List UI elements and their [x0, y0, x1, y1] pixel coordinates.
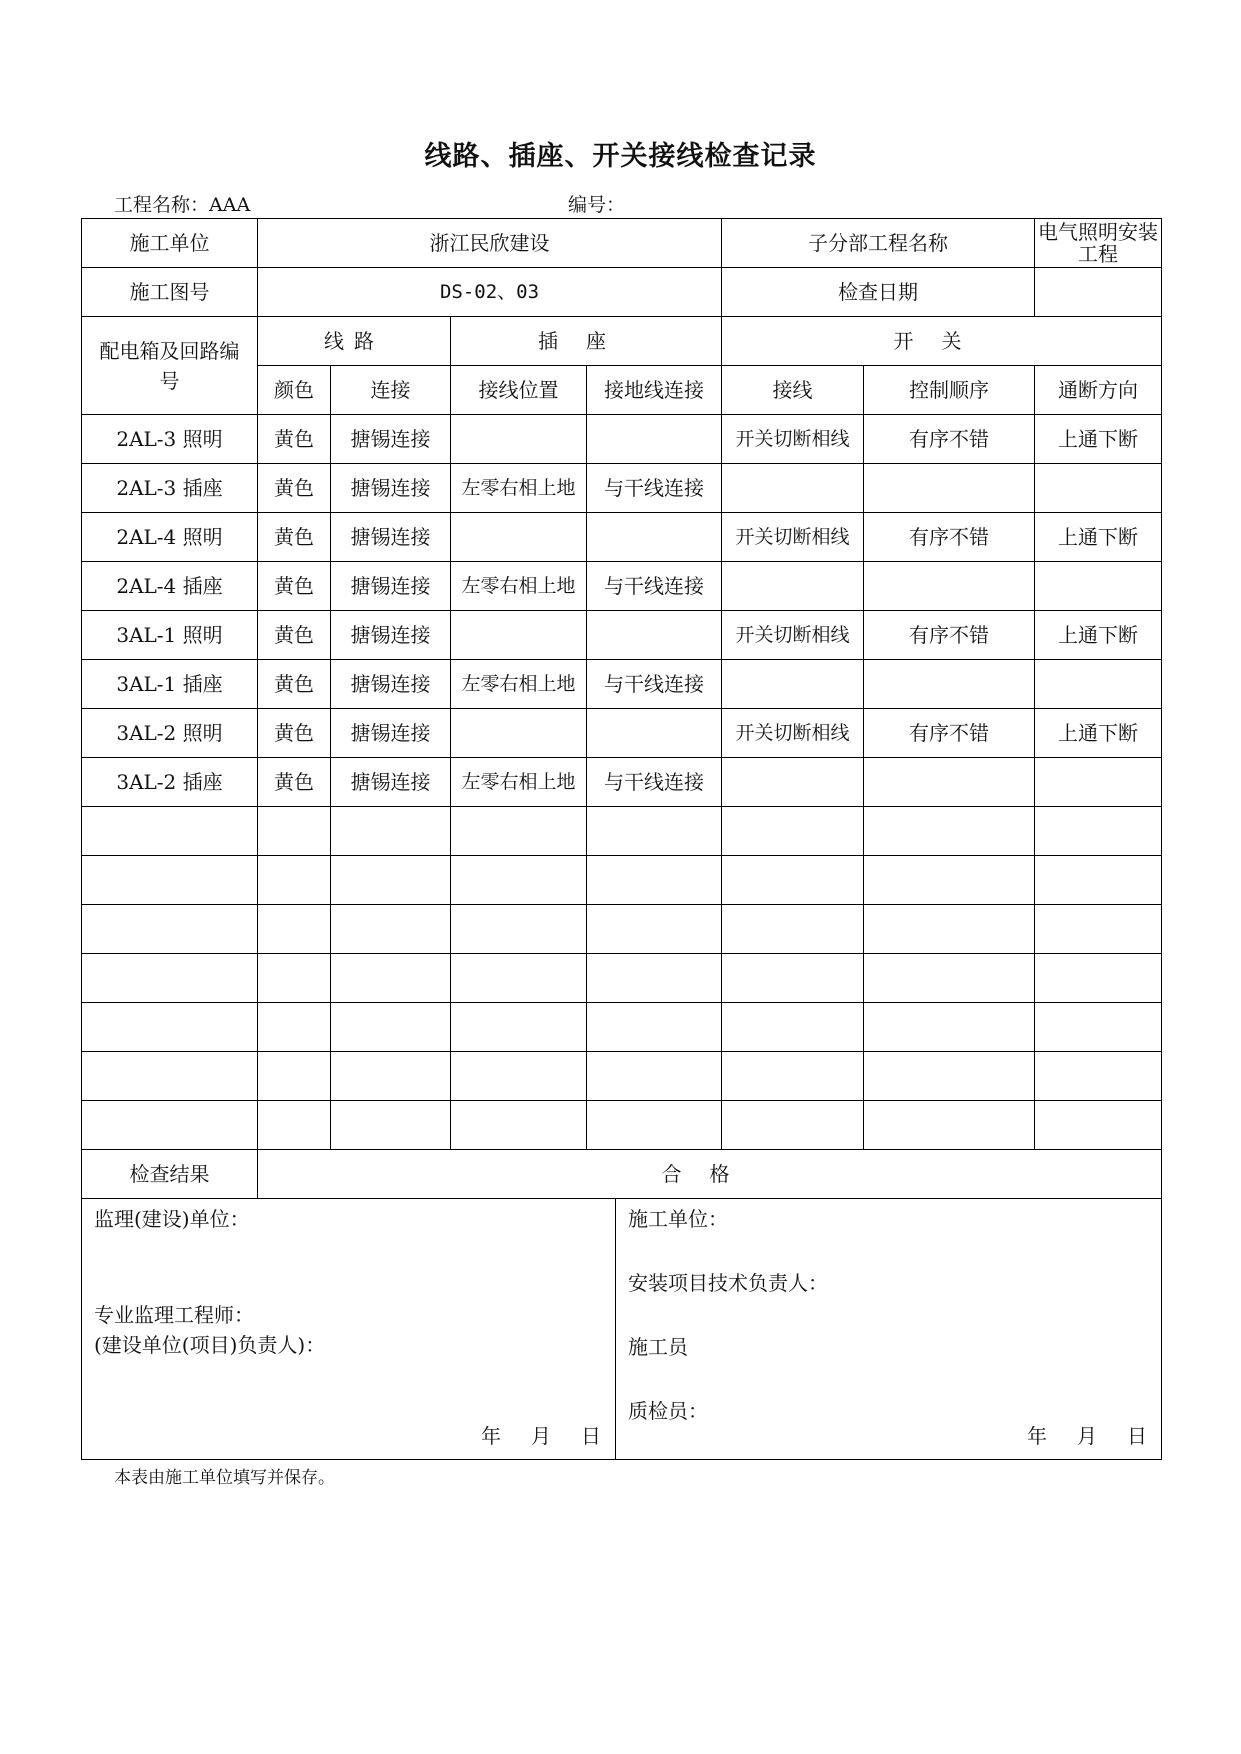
cell-ground[interactable]: [587, 954, 722, 1003]
table-row: [82, 954, 1162, 1003]
header-row-drawing: [82, 268, 1162, 317]
cell-connect[interactable]: 搪锡连接: [331, 513, 451, 562]
cell-box[interactable]: 3AL-1 插座: [82, 660, 258, 709]
footnote: 本表由施工单位填写并保存。: [114, 1468, 335, 1488]
cell-wire-pos[interactable]: [451, 1101, 587, 1150]
unit-label: 施工单位: [82, 219, 258, 268]
signature-table: [81, 1198, 1162, 1460]
check-date-label: 检查日期: [722, 268, 1035, 317]
cell-wire-pos[interactable]: [451, 709, 587, 758]
table-row: [82, 1003, 1162, 1052]
cell-order[interactable]: 有序不错: [864, 415, 1035, 464]
cell-box[interactable]: 2AL-3 插座: [82, 464, 258, 513]
cell-sw-wire[interactable]: [722, 1052, 864, 1101]
cell-order[interactable]: [864, 807, 1035, 856]
cell-wire-pos[interactable]: 左零右相上地: [451, 758, 587, 807]
cell-box[interactable]: [82, 905, 258, 954]
cell-ground[interactable]: [587, 1101, 722, 1150]
date-month: 月: [1077, 1424, 1099, 1448]
cell-order[interactable]: [864, 1003, 1035, 1052]
drawing-label: 施工图号: [82, 268, 258, 317]
cell-ground[interactable]: [587, 1003, 722, 1052]
table-row: [82, 807, 1162, 856]
inspection-table: [81, 218, 1162, 1199]
cell-wire-pos[interactable]: [451, 905, 587, 954]
cell-wire-pos[interactable]: 左零右相上地: [451, 464, 587, 513]
cell-connect[interactable]: [331, 905, 451, 954]
cell-order[interactable]: [864, 660, 1035, 709]
cell-connect[interactable]: 搪锡连接: [331, 415, 451, 464]
column-group-row: [82, 317, 1162, 366]
cell-wire-pos[interactable]: [451, 856, 587, 905]
cell-sw-wire[interactable]: [722, 758, 864, 807]
subproject-label: 子分部工程名称: [722, 219, 1035, 268]
cell-box[interactable]: 3AL-2 插座: [82, 758, 258, 807]
cell-direction[interactable]: 上通下断: [1035, 611, 1162, 660]
col-direction-header: 通断方向: [1035, 366, 1162, 415]
cell-ground[interactable]: 与干线连接: [587, 464, 722, 513]
result-value[interactable]: 合格: [258, 1150, 1162, 1199]
unit-value[interactable]: 浙江民欣建设: [258, 219, 722, 268]
cell-ground[interactable]: [587, 905, 722, 954]
date-day: 日: [581, 1424, 603, 1448]
cell-color[interactable]: 黄色: [258, 611, 331, 660]
cell-box[interactable]: 2AL-4 插座: [82, 562, 258, 611]
cell-direction[interactable]: [1035, 807, 1162, 856]
cell-sw-wire[interactable]: [722, 856, 864, 905]
cell-color[interactable]: 黄色: [258, 758, 331, 807]
cell-order[interactable]: 有序不错: [864, 709, 1035, 758]
table-row: [82, 856, 1162, 905]
cell-sw-wire[interactable]: 开关切断相线: [722, 611, 864, 660]
cell-ground[interactable]: [587, 513, 722, 562]
cell-order[interactable]: [864, 856, 1035, 905]
subproject-value[interactable]: 电气照明安装工程: [1035, 219, 1162, 268]
date-year: 年: [481, 1424, 503, 1448]
date-day: 日: [1127, 1424, 1149, 1448]
cell-wire-pos[interactable]: [451, 513, 587, 562]
cell-ground[interactable]: 与干线连接: [587, 660, 722, 709]
cell-order[interactable]: [864, 954, 1035, 1003]
col-group-socket: 插座: [451, 317, 722, 366]
cell-color[interactable]: 黄色: [258, 709, 331, 758]
table-row: [82, 660, 1162, 709]
cell-color[interactable]: [258, 1052, 331, 1101]
drawing-value[interactable]: DS-02、03: [258, 268, 722, 317]
cell-box[interactable]: 3AL-2 照明: [82, 709, 258, 758]
supervision-engineer-label: 专业监理工程师：: [94, 1303, 254, 1327]
cell-ground[interactable]: [587, 807, 722, 856]
cell-box[interactable]: [82, 1003, 258, 1052]
cell-direction[interactable]: 上通下断: [1035, 709, 1162, 758]
table-row: [82, 415, 1162, 464]
cell-direction[interactable]: [1035, 464, 1162, 513]
col-switch-wire-header: 接线: [722, 366, 864, 415]
table-row: [82, 562, 1162, 611]
date-year: 年: [1027, 1424, 1049, 1448]
cell-sw-wire[interactable]: [722, 562, 864, 611]
cell-connect[interactable]: [331, 1101, 451, 1150]
supervision-unit-label: 监理(建设)单位：: [94, 1207, 250, 1231]
cell-ground[interactable]: [587, 415, 722, 464]
supervision-date: [453, 1420, 603, 1449]
cell-color[interactable]: [258, 807, 331, 856]
cell-direction[interactable]: [1035, 758, 1162, 807]
cell-color[interactable]: 黄色: [258, 660, 331, 709]
cell-direction[interactable]: [1035, 660, 1162, 709]
cell-ground[interactable]: [587, 856, 722, 905]
construction-date: [999, 1420, 1149, 1449]
cell-color[interactable]: [258, 1003, 331, 1052]
cell-wire-pos[interactable]: [451, 954, 587, 1003]
cell-order[interactable]: [864, 758, 1035, 807]
cell-ground[interactable]: [587, 1052, 722, 1101]
col-color-header: 颜色: [258, 366, 331, 415]
cell-ground[interactable]: [587, 611, 722, 660]
cell-color[interactable]: [258, 1101, 331, 1150]
page-title: 线路、插座、开关接线检查记录: [424, 141, 817, 172]
cell-box[interactable]: 2AL-3 照明: [82, 415, 258, 464]
cell-sw-wire[interactable]: [722, 660, 864, 709]
cell-order[interactable]: [864, 562, 1035, 611]
cell-order[interactable]: [864, 1101, 1035, 1150]
cell-wire-pos[interactable]: [451, 1052, 587, 1101]
cell-direction[interactable]: [1035, 905, 1162, 954]
table-row: [82, 1052, 1162, 1101]
cell-order[interactable]: [864, 464, 1035, 513]
cell-order[interactable]: 有序不错: [864, 513, 1035, 562]
cell-direction[interactable]: 上通下断: [1035, 513, 1162, 562]
record-number-label: 编号：: [568, 194, 626, 216]
date-month: 月: [531, 1424, 553, 1448]
cell-direction[interactable]: [1035, 562, 1162, 611]
result-row: [82, 1150, 1162, 1199]
cell-color[interactable]: 黄色: [258, 415, 331, 464]
cell-sw-wire[interactable]: [722, 464, 864, 513]
tech-lead-label: 安装项目技术负责人：: [628, 1271, 828, 1295]
cell-color[interactable]: 黄色: [258, 562, 331, 611]
cell-direction[interactable]: 上通下断: [1035, 415, 1162, 464]
cell-order[interactable]: [864, 905, 1035, 954]
cell-box[interactable]: [82, 1101, 258, 1150]
cell-box[interactable]: [82, 954, 258, 1003]
cell-sw-wire[interactable]: [722, 807, 864, 856]
cell-order[interactable]: [864, 1052, 1035, 1101]
cell-direction[interactable]: [1035, 856, 1162, 905]
cell-direction[interactable]: [1035, 1003, 1162, 1052]
col-connect-header: 连接: [331, 366, 451, 415]
cell-connect[interactable]: [331, 1052, 451, 1101]
cell-connect[interactable]: [331, 1003, 451, 1052]
inspector-label: 质检员：: [628, 1399, 708, 1423]
cell-connect[interactable]: 搪锡连接: [331, 562, 451, 611]
cell-color[interactable]: 黄色: [258, 464, 331, 513]
table-row: [82, 905, 1162, 954]
cell-connect[interactable]: 搪锡连接: [331, 758, 451, 807]
cell-color[interactable]: [258, 905, 331, 954]
col-order-header: 控制顺序: [864, 366, 1035, 415]
cell-color[interactable]: [258, 856, 331, 905]
cell-connect[interactable]: 搪锡连接: [331, 709, 451, 758]
cell-box[interactable]: [82, 1052, 258, 1101]
cell-box[interactable]: [82, 856, 258, 905]
col-group-line: 线路: [258, 317, 451, 366]
cell-color[interactable]: 黄色: [258, 513, 331, 562]
cell-sw-wire[interactable]: 开关切断相线: [722, 415, 864, 464]
project-name-label: 工程名称：AAA: [114, 194, 251, 216]
cell-ground[interactable]: [587, 709, 722, 758]
cell-order[interactable]: 有序不错: [864, 611, 1035, 660]
cell-direction[interactable]: [1035, 1101, 1162, 1150]
cell-sw-wire[interactable]: 开关切断相线: [722, 709, 864, 758]
cell-sw-wire[interactable]: [722, 954, 864, 1003]
cell-box[interactable]: 3AL-1 照明: [82, 611, 258, 660]
supervision-sign-cell[interactable]: [82, 1199, 616, 1460]
table-row: [82, 464, 1162, 513]
cell-wire-pos[interactable]: [451, 807, 587, 856]
cell-direction[interactable]: [1035, 1052, 1162, 1101]
result-label: 检查结果: [82, 1150, 258, 1199]
cell-wire-pos[interactable]: 左零右相上地: [451, 660, 587, 709]
cell-sw-wire[interactable]: 开关切断相线: [722, 513, 864, 562]
table-row: [82, 513, 1162, 562]
check-date-value[interactable]: [1035, 268, 1162, 317]
cell-connect[interactable]: 搪锡连接: [331, 660, 451, 709]
cell-box[interactable]: 2AL-4 照明: [82, 513, 258, 562]
table-row: [82, 709, 1162, 758]
cell-ground[interactable]: 与干线连接: [587, 758, 722, 807]
builder-label: 施工员: [628, 1335, 688, 1359]
cell-connect[interactable]: 搪锡连接: [331, 464, 451, 513]
cell-sw-wire[interactable]: [722, 1101, 864, 1150]
cell-wire-pos[interactable]: [451, 415, 587, 464]
owner-label: (建设单位(项目)负责人)：: [94, 1333, 326, 1357]
header-row-unit: [82, 219, 1162, 268]
table-row: [82, 1101, 1162, 1150]
cell-sw-wire[interactable]: [722, 905, 864, 954]
cell-wire-pos[interactable]: [451, 611, 587, 660]
cell-color[interactable]: [258, 954, 331, 1003]
cell-connect[interactable]: [331, 807, 451, 856]
table-row: [82, 758, 1162, 807]
col-ground-header: 接地线连接: [587, 366, 722, 415]
cell-ground[interactable]: 与干线连接: [587, 562, 722, 611]
cell-wire-pos[interactable]: [451, 1003, 587, 1052]
table-row: [82, 611, 1162, 660]
col-wire-pos-header: 接线位置: [451, 366, 587, 415]
cell-box[interactable]: [82, 807, 258, 856]
cell-wire-pos[interactable]: 左零右相上地: [451, 562, 587, 611]
cell-sw-wire[interactable]: [722, 1003, 864, 1052]
cell-direction[interactable]: [1035, 954, 1162, 1003]
cell-connect[interactable]: [331, 856, 451, 905]
col-group-switch: 开关: [722, 317, 1162, 366]
construction-sign-cell[interactable]: [616, 1199, 1162, 1460]
col-box-header: 配电箱及回路编号: [82, 317, 258, 415]
construction-unit-label: 施工单位：: [628, 1207, 728, 1231]
cell-connect[interactable]: [331, 954, 451, 1003]
cell-connect[interactable]: 搪锡连接: [331, 611, 451, 660]
